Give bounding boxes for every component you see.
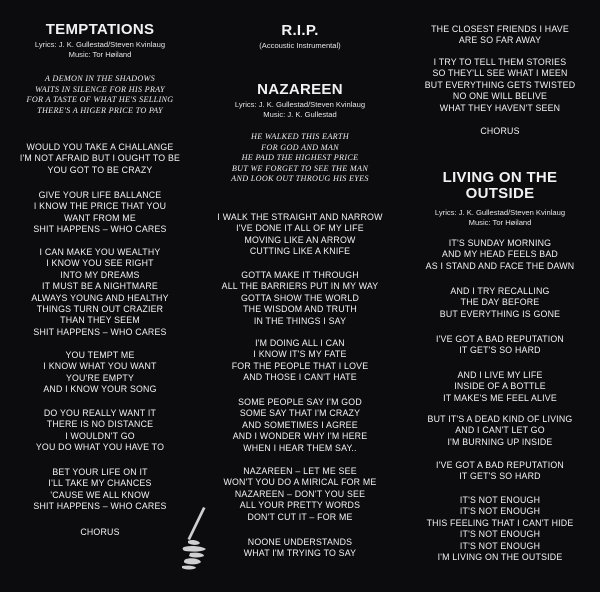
lyric-line: WHAT I'M TRYING TO SAY bbox=[243, 548, 357, 559]
lyric-line: AND SOMETIMES I AGREE bbox=[242, 419, 358, 430]
lyric-line: I CAN MAKE YOU WEALTHY bbox=[39, 247, 161, 257]
lyric-line: I'M NOT AFRAID BUT I OUGHT TO BE bbox=[19, 153, 181, 164]
lyric-line: FOR THE PEOPLE THAT I LOVE bbox=[231, 360, 369, 371]
lyric-line: I KNOW YOU SEE RIGHT bbox=[46, 258, 154, 269]
lyric-line: YOU GOT TO BE CRAZY bbox=[47, 164, 153, 175]
verse-4 bbox=[200, 397, 400, 454]
verse-6 bbox=[400, 460, 600, 483]
verse-5 bbox=[0, 408, 200, 454]
lyric-line: CUTTING LIKE A KNIFE bbox=[249, 246, 351, 257]
song-title-rip: R.I.P. bbox=[281, 22, 319, 39]
verse-3 bbox=[200, 338, 400, 384]
lyric-line: IN THE THINGS I SAY bbox=[253, 315, 347, 326]
lyric-line: AND I CAN'T LET GO bbox=[455, 425, 545, 436]
lyric-line: IT'S NOT ENOUGH bbox=[459, 495, 541, 505]
lyric-line: THIS FEELING THAT I CAN'T HIDE bbox=[426, 517, 574, 528]
lyrics-credit-living: Lyrics: J. K. Gullestad/Steven Kvinlaug bbox=[434, 208, 566, 217]
lyric-line: THERE IS NO DISTANCE bbox=[46, 419, 154, 430]
lyric-line: SO THEY'LL SEE WHAT I MEEN bbox=[432, 68, 568, 79]
verse-8 bbox=[400, 57, 600, 114]
lyric-line: AND I TRY RECALLING bbox=[450, 286, 550, 296]
lyric-line: ALL YOUR PRETTY WORDS bbox=[239, 500, 361, 511]
lyric-line: INTO MY DREAMS bbox=[60, 269, 140, 280]
lyric-line: AND I LIVE MY LIFE bbox=[457, 370, 543, 380]
song-title-nazareen: NAZAREEN bbox=[257, 81, 343, 98]
lyric-line: WANT FROM ME bbox=[64, 212, 136, 223]
lyric-line: I'M LIVING ON THE OUTSIDE bbox=[437, 552, 563, 563]
verse-2 bbox=[0, 190, 200, 236]
lyric-line: 'CAUSE WE ALL KNOW bbox=[50, 489, 150, 500]
lyrics-credit-temptations: Lyrics: J. K. Gullestad/Steven Kvinlaug bbox=[34, 40, 166, 49]
lyric-line: BUT IT'S A DEAD KIND OF LIVING bbox=[427, 414, 573, 424]
lyric-line: I'VE GOT A BAD REPUTATION bbox=[436, 334, 564, 344]
lyric-line: WOULD YOU TAKE A CHALLANGE bbox=[26, 142, 174, 152]
verse-7 bbox=[400, 495, 600, 563]
verse-6 bbox=[0, 467, 200, 513]
lyric-line: YOU TEMPT ME bbox=[65, 350, 135, 360]
title-line: LIVING ON THE bbox=[442, 169, 558, 186]
verse-3 bbox=[0, 247, 200, 338]
lyric-line: DON'T CUT IT – FOR ME bbox=[247, 511, 353, 522]
lyric-line: DO YOU REALLY WANT IT bbox=[43, 408, 157, 418]
lyric-line: IT'S NOT ENOUGH bbox=[459, 529, 541, 540]
lyric-line: I'LL TAKE MY CHANCES bbox=[48, 478, 152, 489]
lyric-line: THE WISDOM AND TRUTH bbox=[243, 304, 357, 315]
lyric-line: ALL THE BARRIERS PUT IN MY WAY bbox=[221, 281, 379, 292]
lyric-line: NOONE UNDERSTANDS bbox=[247, 537, 353, 547]
lyric-line: I KNOW THE PRICE THAT YOU bbox=[33, 201, 167, 212]
verse-4 bbox=[0, 350, 200, 396]
lyric-line: YOU'RE EMPTY bbox=[65, 372, 135, 383]
intro-line: AND LOOK OUT THROUG HIS EYES bbox=[231, 174, 369, 183]
lyric-line: NO ONE WILL BELIVE bbox=[452, 91, 548, 102]
lyric-line: I'M DOING ALL I CAN bbox=[255, 338, 345, 348]
music-credit-temptations: Music: Tor Høiland bbox=[68, 50, 132, 59]
intro-line: FOR A TASTE OF WHAT HE'S SELLING bbox=[26, 95, 174, 104]
verse-6 bbox=[200, 537, 400, 560]
lyric-line: NAZAREEN – DON'T YOU SEE bbox=[234, 488, 366, 499]
lyric-line: SHIT HAPPENS – WHO CARES bbox=[33, 501, 167, 512]
chorus-marker: CHORUS bbox=[80, 527, 120, 537]
lyric-line: BET YOUR LIFE ON IT bbox=[52, 467, 148, 477]
intro-line: BUT WE FORGET TO SEE THE MAN bbox=[231, 163, 369, 173]
lyric-line: I'M BURNING UP INSIDE bbox=[447, 436, 553, 447]
lyric-line: AND I KNOW YOUR SONG bbox=[43, 384, 157, 395]
lyric-line: I TRY TO TELL THEM STORIES bbox=[433, 57, 567, 67]
verse-2 bbox=[200, 270, 400, 327]
lyric-line: THAN THEY SEEM bbox=[60, 315, 140, 326]
lyric-line: WHAT THEY HAVEN'T SEEN bbox=[439, 102, 561, 113]
lyric-line: THE CLOSEST FRIENDS I HAVE bbox=[431, 24, 569, 34]
lyric-line: IT GET'S SO HARD bbox=[459, 345, 541, 356]
lyric-line: SOME PEOPLE SAY I'M GOD bbox=[238, 397, 362, 407]
lyric-line: AND THOSE I CAN'T HATE bbox=[243, 372, 357, 383]
lyric-line: I KNOW IT'S MY FATE bbox=[253, 349, 347, 360]
verse-3 bbox=[400, 334, 600, 357]
title-line: OUTSIDE bbox=[465, 185, 535, 202]
lyric-line: BUT EVERYTHING GETS TWISTED bbox=[424, 79, 576, 90]
lyric-line: ARE SO FAR AWAY bbox=[458, 35, 542, 46]
lyric-line: ALWAYS YOUNG AND HEALTHY bbox=[31, 292, 169, 303]
song-title-temptations: TEMPTATIONS bbox=[45, 21, 155, 38]
lyric-line: WHEN I HEAR THEM SAY.. bbox=[243, 442, 357, 453]
rip-note: (Accoustic Instrumental) bbox=[259, 41, 341, 50]
intro-line: A DEMON IN THE SHADOWS bbox=[44, 74, 156, 83]
intro-line: HE WALKED THIS EARTH bbox=[251, 132, 349, 141]
runner-figure-logo bbox=[176, 505, 216, 573]
lyric-line: NAZAREEN – LET ME SEE bbox=[243, 466, 357, 476]
lyric-line: THINGS TURN OUT CRAZIER bbox=[36, 304, 164, 315]
verse-1 bbox=[200, 212, 400, 258]
verse-5 bbox=[200, 466, 400, 523]
lyric-line: IT'S SUNDAY MORNING bbox=[448, 238, 552, 248]
music-credit-nazareen: Music: J. K. Gullestad bbox=[263, 110, 337, 119]
lyric-line: I KNOW WHAT YOU WANT bbox=[43, 361, 157, 372]
music-credit-living: Music: Tor Høiland bbox=[468, 218, 532, 227]
song-title-living-on-the-outside bbox=[400, 170, 600, 202]
lyric-line: I'VE GOT A BAD REPUTATION bbox=[436, 460, 564, 470]
lyric-line: IT GET'S SO HARD bbox=[459, 471, 541, 482]
lyric-line: THE DAY BEFORE bbox=[460, 297, 540, 308]
lyric-line: WON'T YOU DO A MIRICAL FOR ME bbox=[223, 477, 377, 488]
lyrics-credit-nazareen: Lyrics: J. K. Gullestad/Steven Kvinlaug bbox=[234, 100, 366, 109]
intro-temptations bbox=[0, 74, 200, 116]
lyric-line: INSIDE OF A BOTTLE bbox=[454, 381, 546, 392]
lyric-line: IT MAKE'S ME FEEL ALIVE bbox=[443, 392, 557, 403]
lyric-line: MOVING LIKE AN ARROW bbox=[244, 234, 356, 245]
chorus-marker: CHORUS bbox=[480, 126, 520, 136]
intro-nazareen bbox=[200, 132, 400, 185]
lyric-line: IT'S NOT ENOUGH bbox=[459, 506, 541, 517]
lyric-line: SHIT HAPPENS – WHO CARES bbox=[33, 326, 167, 337]
lyric-line: GOTTA SHOW THE WORLD bbox=[240, 292, 360, 303]
lyric-line: AND I WONDER WHY I'M HERE bbox=[232, 431, 368, 442]
lyric-line: IT'S NOT ENOUGH bbox=[459, 540, 541, 551]
lyric-line: BUT EVERYTHING IS GONE bbox=[439, 308, 561, 319]
intro-line: FOR GOD AND MAN bbox=[261, 142, 339, 152]
verse-5 bbox=[400, 414, 600, 448]
lyric-line: AND MY HEAD FEELS BAD bbox=[442, 249, 558, 260]
intro-line: HE PAID THE HIGHEST PRICE bbox=[241, 153, 359, 162]
verse-1 bbox=[0, 142, 200, 176]
lyric-line: YOU DO WHAT YOU HAVE TO bbox=[35, 442, 165, 453]
lyric-line: GIVE YOUR LIFE BALLANCE bbox=[38, 190, 162, 200]
lyric-line: AS I STAND AND FACE THE DAWN bbox=[425, 260, 575, 271]
verse-1 bbox=[400, 238, 600, 272]
lyric-line: IT MUST BE A NIGHTMARE bbox=[41, 281, 158, 292]
intro-line: THERE'S A HIGER PRICE TO PAY bbox=[37, 105, 163, 115]
intro-line: WAITS IN SILENCE FOR HIS PRAY bbox=[35, 84, 165, 94]
lyric-line: I WALK THE STRAIGHT AND NARROW bbox=[217, 212, 383, 222]
lyric-line: SOME SAY THAT I'M CRAZY bbox=[239, 408, 361, 419]
lyric-line: I'VE DONE IT ALL OF MY LIFE bbox=[236, 223, 364, 234]
lyric-line: SHIT HAPPENS – WHO CARES bbox=[33, 224, 167, 235]
lyric-line: I WOULDN'T GO bbox=[65, 430, 135, 441]
verse-4 bbox=[400, 370, 600, 404]
verse-7 bbox=[400, 24, 600, 47]
verse-2 bbox=[400, 286, 600, 320]
lyric-line: GOTTA MAKE IT THROUGH bbox=[241, 270, 359, 280]
